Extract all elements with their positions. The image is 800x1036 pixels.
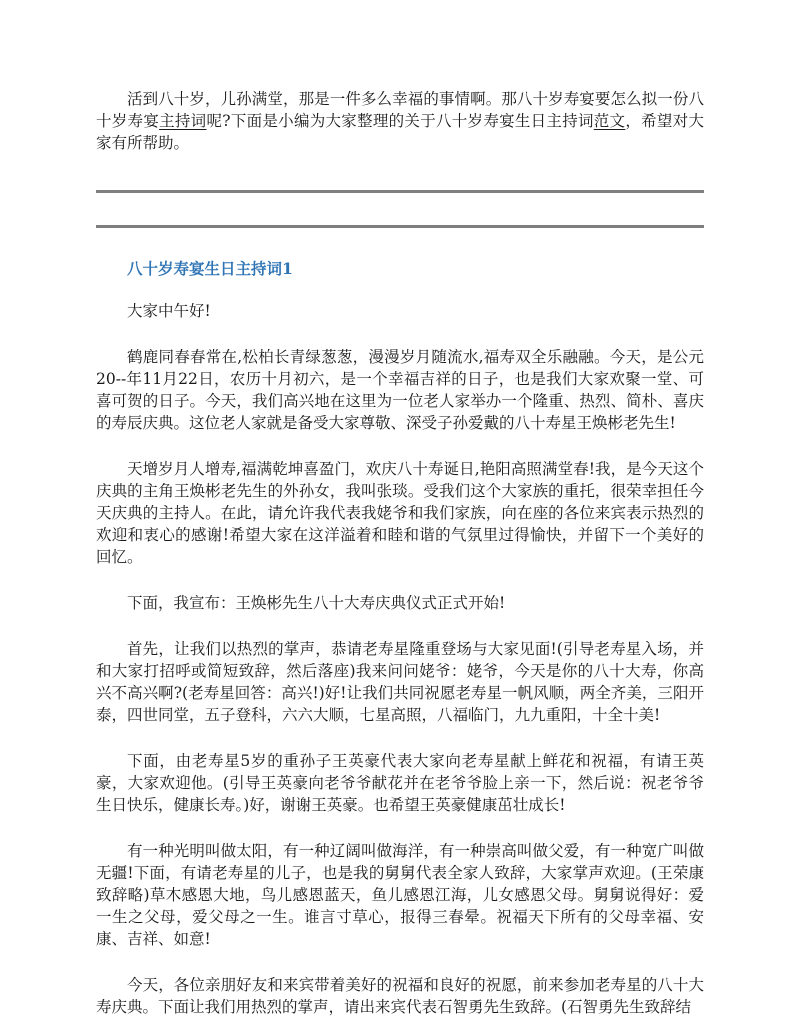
body-paragraph: 首先，让我们以热烈的掌声，恭请老寿星隆重登场与大家见面!(引导老寿星入场，并和大家打招呼或简短致辞，然后落座)我来问问姥爷：姥爷，今天是你的八十大寿，你高兴不高兴啊?(老寿星回答：高兴!)好!让我们共同祝愿老寿星一帆风顺，两全齐美，三阳开泰，四世同堂，五子登科，六六大顺，七星高照，八福临门，九九重阳，十全十美! <box>96 640 704 724</box>
body-paragraph: 大家中午好! <box>127 302 211 320</box>
sample-essay-link[interactable]: 范文 <box>593 112 626 130</box>
intro-paragraph <box>96 88 704 154</box>
host-speech-link[interactable]: 主持词 <box>159 112 207 130</box>
body-paragraph: 有一种光明叫做太阳，有一种辽阔叫做海洋，有一种崇高叫做父爱，有一种宽广叫做无疆!下面，有请老寿星的儿子，也是我的舅舅代表全家人致辞，大家掌声欢迎。(王荣康致辞略)草木感恩大地，鸟儿感恩蓝天，鱼儿感恩江海，儿女感恩父母。舅舅说得好：爱一生之父母，爱父母之一生。谁言寸草心，报得三春晕。祝福天下所有的父母幸福、安康、吉祥、如意! <box>96 842 704 948</box>
body-paragraph: 下面，我宣布：王焕彬先生八十大寿庆典仪式正式开始! <box>127 594 506 612</box>
section-heading: 八十岁寿宴生日主持词1 <box>127 259 293 278</box>
intro-text-1: 活到八十岁，儿孙满堂，那是一件多么幸福的事情啊。那八十岁寿宴要怎么拟一份八十岁寿宴 <box>96 90 704 130</box>
intro-text-3: ，希望对大家有所帮助。 <box>96 112 704 152</box>
body-paragraph: 下面，由老寿星5岁的重孙子王英豪代表大家向老寿星献上鲜花和祝福，有请王英豪，大家欢迎他。(引导王英豪向老爷爷献花并在老爷爷脸上亲一下，然后说：祝老爷爷生日快乐，健康长寿。)好，谢谢王英豪。也希望王英豪健康茁壮成长! <box>96 752 704 814</box>
divider-top <box>96 190 704 193</box>
body-paragraph: 今天，各位亲朋好友和来宾带着美好的祝福和良好的祝愿，前来参加老寿星的八十大寿庆典。下面让我们用热烈的掌声，请出来宾代表石智勇先生致辞。(石智勇先生致辞结 <box>96 976 704 1016</box>
divider-bottom <box>96 225 704 228</box>
intro-text-2: 呢?下面是小编为大家整理的关于八十岁寿宴生日主持词 <box>206 112 594 130</box>
body-paragraph: 天增岁月人增寿,福满乾坤喜盈门，欢庆八十寿诞日,艳阳高照满堂春!我，是今天这个庆典的主角王焕彬老先生的外孙女，我叫张琰。受我们这个大家族的重托，很荣幸担任今天庆典的主持人。在此，请允许我代表我姥爷和我们家族，向在座的各位来宾表示热烈的欢迎和衷心的感谢!希望大家在这洋溢着和睦和谐的气氛里过得愉快，并留下一个美好的回忆。 <box>96 460 704 566</box>
body-paragraph: 鹤鹿同春春常在,松柏长青绿葱葱，漫漫岁月随流水,福寿双全乐融融。今天，是公元20--年11月22日，农历十月初六，是一个幸福吉祥的日子，也是我们大家欢聚一堂、可喜可贺的日子。今天，我们高兴地在这里为一位老人家举办一个隆重、热烈、简朴、喜庆的寿辰庆典。这位老人家就是备受大家尊敬、深受子孙爱戴的八十寿星王焕彬老先生! <box>96 348 704 432</box>
